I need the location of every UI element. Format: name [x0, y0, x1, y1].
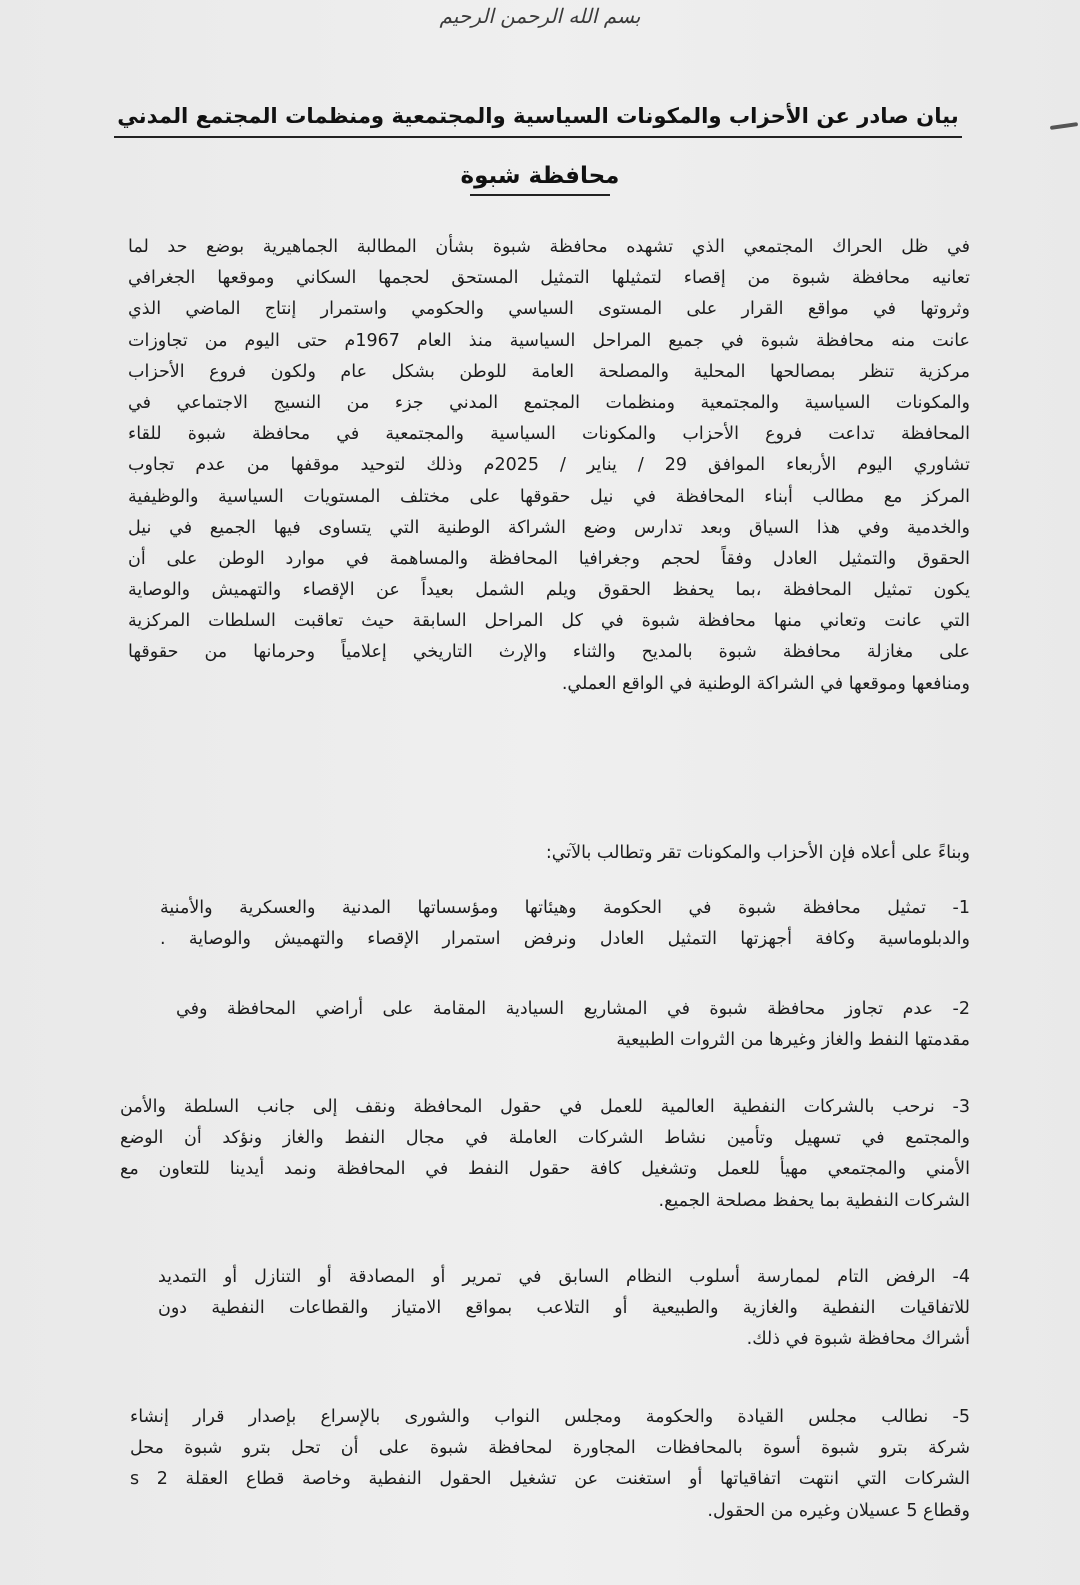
item-line: وقطاع 5 عسيلان وغيره من الحقول. [707, 1500, 970, 1521]
paragraph-line: وثروتها في مواقع القرار على المستوى السياسي والحكومي واستمرار إنتاج الماضي الذي [128, 299, 970, 320]
paragraph-line: يكون تمثيل المحافظة ،بما يحفظ الحقوق ويلم الشمل بعيداً عن الإقصاء والتهميش والوصاية [128, 580, 970, 601]
item-line: والدبلوماسية وكافة أجهزتها التمثيل العادل ونرفض استمرار الإقصاء والتهميش والوصاية . [160, 929, 970, 950]
item-line: الشركات النفطية بما يحفظ مصلحة الجميع. [658, 1190, 970, 1211]
demand-item-1 [160, 893, 970, 955]
paragraph-line: في ظل الحراك المجتمعي الذي تشهده محافظة شبوة بشأن المطالبة الجماهيرية بوضع حد لما [128, 237, 970, 257]
demand-item-5 [130, 1402, 970, 1527]
subtitle-underline [470, 194, 610, 196]
paragraph-line: التي عانت وتعاني منها محافظة شبوة في كل المراحل السابقة حيث تعاقبت السلطات المركزية [128, 611, 970, 632]
paragraph-line: الحقوق والتمثيل العادل وفقاً لحجم وجغرافيا المحافظة والمساهمة في موارد الوطن على أن [128, 548, 970, 569]
statement-title: بيان صادر عن الأحزاب والمكونات السياسية والمجتمعية ومنظمات المجتمع المدني [117, 103, 959, 128]
paragraph-line: تعانيه محافظة شبوة من إقصاء لتمثيلها التمثيل المستحق لحجمها السكاني وموقعها الجغرافي [128, 268, 970, 289]
item-line: 5- نطالب مجلس القيادة والحكومة ومجلس النواب والشورى بالإسراع بإصدار قرار إنشاء [130, 1407, 970, 1427]
item-line: أشراك محافظة شبوة في ذلك. [746, 1329, 970, 1350]
title-underline [114, 136, 962, 138]
demand-item-3 [120, 1092, 970, 1217]
paragraph-line: على مغازلة محافظة شبوة بالمديح والثناء والإرث التاريخي إعلامياً وحرمانها من حقوقها [128, 642, 970, 663]
demand-item-2 [176, 994, 970, 1056]
paragraph-line: ومنافعها وموقعها في الشراكة الوطنية في الواقع العملي. [561, 673, 970, 694]
paragraph-line: مركزية تنظر بمصالحها المحلية والمصلحة العامة للوطن بشكل عام ولكون فروع الأحزاب [128, 361, 970, 382]
paragraph-line: تشاوري اليوم الأربعاء الموافق 29 / يناير / 2025م وذلك لتوحيد موقفها من عدم تجاوب [128, 455, 970, 476]
lead-line: وبناءً على أعلاه فإن الأحزاب والمكونات تقر وتطالب بالآتي: [545, 843, 970, 863]
item-line: 2- عدم تجاوز محافظة شبوة في المشاريع السيادية المقامة على أراضي المحافظة وفي [176, 999, 970, 1019]
item-line: 4- الرفض التام لممارسة أسلوب النظام السابق في تمرير أو المصادقة أو التنازل أو التمديد [158, 1267, 970, 1287]
item-line: الشركات التي انتهت اتفاقياتها أو استغنت عن تشغيل الحقول النفطية وخاصة قطاع العقلة s 2 [130, 1469, 970, 1490]
demands-lead-in [128, 838, 970, 869]
statement-subtitle: محافظة شبوة [460, 163, 620, 189]
paragraph-line: المركز مع مطالب أبناء المحافظة في نيل حقوقها على مختلف المستويات السياسية والوظيفية [128, 486, 970, 507]
paragraph-line: المحافظة تداعت فروع الأحزاب والمكونات السياسية والمجتمعية في محافظة شبوة للقاء [128, 424, 970, 445]
paragraph-line: والمكونات السياسية والمجتمعية ومنظمات المجتمع المدني جزء من النسيج الاجتماعي في [128, 392, 970, 413]
basmala-calligraphy: بسم الله الرحمن الرحيم [439, 4, 641, 28]
demand-item-4 [158, 1262, 970, 1356]
item-line: والمجتمع في تسهيل وتأمين نشاط الشركات العاملة في مجال النفط والغاز ونؤكد أن الوضع [120, 1128, 970, 1149]
item-line: الأمني والمجتمعي مهيأ للعمل وتشغيل كافة حقول النفط في المحافظة ونمد أيدينا للتعاون مع [120, 1159, 970, 1180]
intro-paragraph [128, 232, 970, 700]
item-line: 1- تمثيل محافظة شبوة في الحكومة وهيئاتها ومؤسساتها المدنية والعسكرية والأمنية [160, 898, 970, 918]
paragraph-line: والخدمية وفي هذا السياق وبعد تدارس وضع الشراكة الوطنية التي يتساوى فيها الجميع في نيل [128, 517, 970, 538]
item-line: 3- نرحب بالشركات النفطية العالمية للعمل في حقول المحافظة ونقف إلى جانب السلطة والأمن [120, 1097, 970, 1117]
item-line: شركة بترو شبوة أسوة بالمحافظات المجاورة لمحافظة شبوة على أن تحل بترو شبوة محل [130, 1438, 970, 1459]
item-line: مقدمتها النفط والغاز وغيرها من الثروات الطبيعية [616, 1030, 970, 1051]
paragraph-line: عانت منه محافظة شبوة في جميع المراحل السياسية منذ العام 1967م حتى اليوم من تجاوزات [128, 330, 970, 351]
item-line: للاتفاقيات النفطية والغازية والطبيعية أو التلاعب بمواقع الامتياز والقطاعات النفطية دون [158, 1298, 970, 1319]
scan-edge-mark [1050, 122, 1078, 130]
